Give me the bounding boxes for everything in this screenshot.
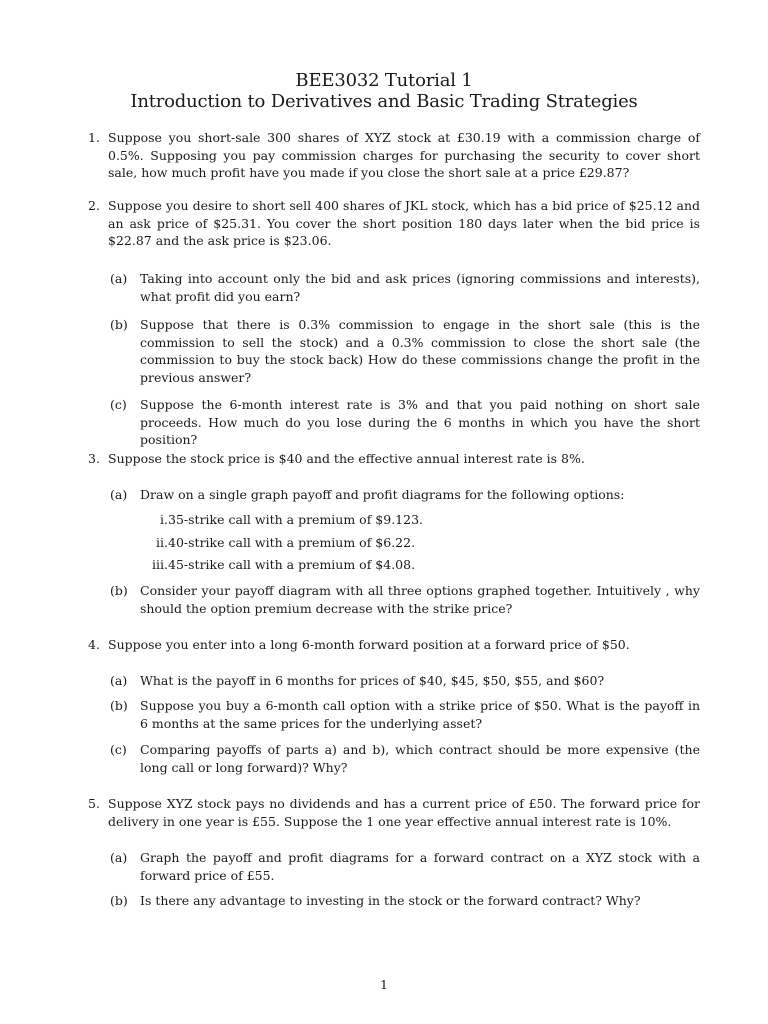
part-text: Suppose that there is 0.3% commission to engage in the short sale (this is the commission to sell the stock) and a 0.3% commission to close the short sale (the commission to buy the stock back) How do these commissions change the profit in the previous answer? (140, 317, 700, 385)
part-label: (b) (110, 583, 128, 598)
question-4a (110, 672, 700, 690)
question-3a-i (140, 511, 540, 529)
question-5 (88, 795, 700, 830)
item-text: 40-strike call with a premium of $6.22. (168, 535, 416, 550)
question-number: 2. (88, 198, 100, 213)
page-title: BEE3032 Tutorial 1 (295, 70, 473, 91)
question-4b (110, 697, 700, 732)
item-text: 45-strike call with a premium of $4.08. (168, 557, 416, 572)
question-number: 1. (88, 130, 100, 145)
question-4 (88, 636, 700, 654)
question-text: Suppose the stock price is $40 and the effective annual interest rate is 8%. (108, 451, 585, 466)
item-label: i. (160, 512, 168, 527)
question-number: 3. (88, 451, 100, 466)
part-label: (a) (110, 673, 128, 688)
question-1 (88, 129, 700, 182)
part-label: (b) (110, 893, 128, 908)
part-label: (a) (110, 271, 128, 286)
question-4c (110, 741, 700, 776)
item-label: ii. (156, 535, 168, 550)
part-text: Is there any advantage to investing in the stock or the forward contract? Why? (140, 893, 641, 908)
question-text: Suppose you desire to short sell 400 shares of JKL stock, which has a bid price of $25.12 and an ask price of $25.31. You cover the short position 180 days later when the bid price is $22.87 and the ask price is $23.06. (108, 198, 700, 248)
part-label: (b) (110, 317, 128, 332)
part-text: Suppose you buy a 6-month call option with a strike price of $50. What is the payoff in 6 months at the same prices for the underlying asset? (140, 698, 700, 731)
part-text: Suppose the 6-month interest rate is 3% and that you paid nothing on short sale proceeds. How much do you lose during the 6 months in which you have the short position? (140, 397, 700, 447)
page-number: 1 (380, 977, 388, 992)
part-label: (a) (110, 850, 128, 865)
question-text: Suppose XYZ stock pays no dividends and has a current price of £50. The forward price for delivery in one year is £55. Suppose the 1 one year effective annual interest rate is 10%. (108, 796, 700, 829)
part-text: Consider your payoff diagram with all three options graphed together. Intuitively , why should the option premium decrease with the strike price? (140, 583, 700, 616)
part-label: (b) (110, 698, 128, 713)
question-number: 4. (88, 637, 100, 652)
question-2a (110, 270, 700, 305)
question-2c (110, 396, 700, 449)
page-subtitle: Introduction to Derivatives and Basic Trading Strategies (130, 91, 638, 112)
part-label: (a) (110, 487, 128, 502)
question-number: 5. (88, 796, 100, 811)
part-text: Graph the payoff and profit diagrams for a forward contract on a XYZ stock with a forward price of £55. (140, 850, 700, 883)
question-2 (88, 197, 700, 250)
question-3a-iii (140, 556, 540, 574)
part-text: Taking into account only the bid and ask prices (ignoring commissions and interests), what profit did you earn? (140, 271, 700, 304)
part-label: (c) (110, 397, 127, 412)
question-2b (110, 316, 700, 386)
part-text: Comparing payoffs of parts a) and b), which contract should be more expensive (the long call or long forward)? Why? (140, 742, 700, 775)
question-3b (110, 582, 700, 617)
question-text: Suppose you enter into a long 6-month forward position at a forward price of $50. (108, 637, 630, 652)
part-label: (c) (110, 742, 127, 757)
item-label: iii. (152, 557, 168, 572)
question-5b (110, 892, 700, 910)
item-text: 35-strike call with a premium of $9.123. (168, 512, 424, 527)
question-3 (88, 450, 700, 468)
question-3a (110, 486, 700, 504)
part-text: What is the payoff in 6 months for prices of $40, $45, $50, $55, and $60? (140, 673, 605, 688)
part-text: Draw on a single graph payoff and profit diagrams for the following options: (140, 487, 625, 502)
question-3a-ii (140, 534, 540, 552)
question-text: Suppose you short-sale 300 shares of XYZ stock at £30.19 with a commission charge of 0.5%. Supposing you pay commission charges for purchasing the security to cover short sale, how much profit have you made if you close the short sale at a price £29.87? (108, 130, 700, 180)
question-5a (110, 849, 700, 884)
